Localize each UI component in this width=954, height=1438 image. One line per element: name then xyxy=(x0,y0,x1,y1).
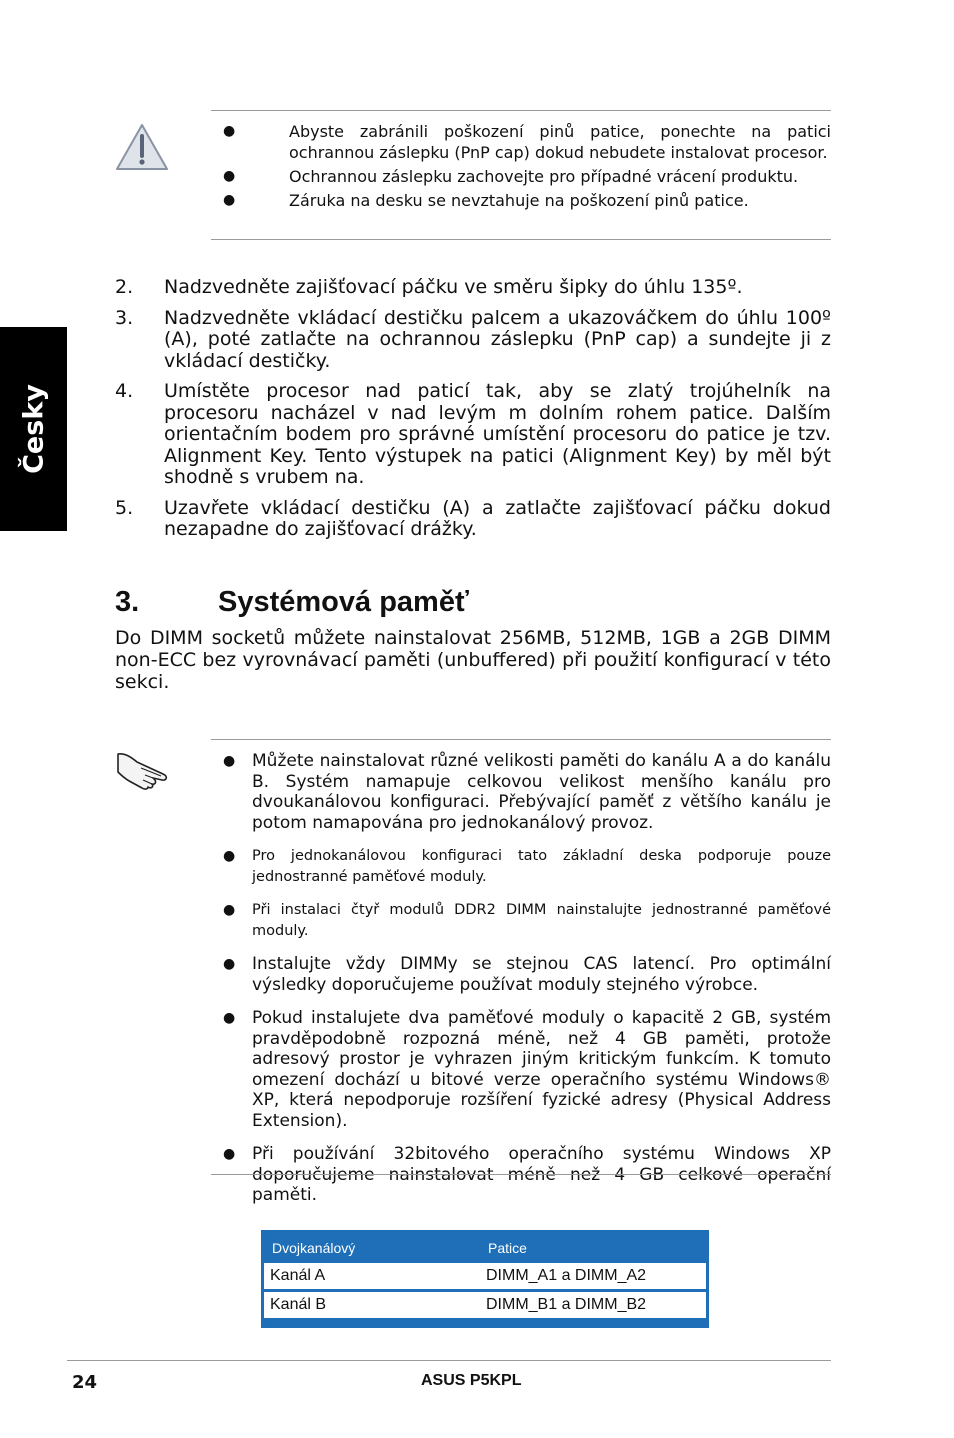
list-item: ● Ochrannou záslepku zachovejte pro případné vrácení produktu. xyxy=(223,167,799,186)
language-label: Česky xyxy=(18,384,49,474)
table-header-row xyxy=(264,1233,706,1263)
product-name: ASUS P5KPL xyxy=(421,1372,522,1389)
list-item: 3. Nadzvedněte vkládací destičku palcem a ukazováčkem do úhlu 100º (A), poté zatlačte na ochrannou záslepku (PnP cap) a sundejte ji z vkládací destičky. xyxy=(115,306,831,372)
list-item: ● Abyste zabránili poškození pinů patice, ponechte na patici ochrannou záslepku (PnP cap) dokud nebudete instalovat procesor. xyxy=(223,122,831,162)
dual-channel-table xyxy=(261,1230,709,1328)
list-item: ● Při instalaci čtyř modulů DDR2 DIMM nainstalujte jednostranné paměťové moduly. xyxy=(223,902,831,939)
warning-notes xyxy=(211,121,831,214)
language-tab xyxy=(0,327,67,531)
table-cell: Kanál B xyxy=(264,1292,480,1318)
table-cell: Kanál A xyxy=(264,1263,480,1292)
table-cell: DIMM_A1 a DIMM_A2 xyxy=(480,1263,706,1292)
installation-steps xyxy=(115,277,831,550)
table-row xyxy=(264,1263,706,1292)
list-item: ● Instalujte vždy DIMMy se stejnou CAS latencí. Pro optimální výsledky doporučujeme používat moduly stejného výrobce. xyxy=(223,954,831,995)
list-item: 4. Umístěte procesor nad paticí tak, aby se zlatý trojúhelník na procesoru nacházel v nad levým m dolním rohem patice. Dalším orientačním bodem pro správné umístění procesoru do patice je tzv. Alignment Key. Tento výstupek na patici (Alignment Key) by měl být shodně s vrubem na. xyxy=(115,380,831,488)
table-header: Dvojkanálový xyxy=(272,1240,356,1256)
note-hand-icon xyxy=(115,748,173,790)
section-intro: Do DIMM socketů můžete nainstalovat 256MB, 512MB, 1GB a 2GB DIMM non-ECC bez vyrovnávací paměti (unbuffered) při použití konfigurací v této sekci. xyxy=(115,627,831,693)
page-number: 24 xyxy=(72,1372,98,1393)
warning-icon xyxy=(115,122,169,172)
section-heading: 3. Systémová paměť xyxy=(115,586,469,618)
list-item: 2. Nadzvedněte zajišťovací páčku ve směru šipky do úhlu 135º. xyxy=(115,276,743,298)
divider xyxy=(211,1174,831,1175)
divider xyxy=(211,739,831,740)
table-row xyxy=(264,1292,706,1318)
footer-divider xyxy=(67,1360,831,1361)
list-item: ● Pokud instalujete dva paměťové moduly o kapacitě 2 GB, systém pravděpodobně rozpozná méně, než 4 GB paměti, protože adresový prostor je vyhrazen jiným kritickým funkcím. K tomuto omezení dochází u bitové verze operačního systému Windows® XP, která nepodporuje rozšíření fyzické adresy (Physical Address Extension). xyxy=(223,1008,831,1131)
table-cell: DIMM_B1 a DIMM_B2 xyxy=(480,1292,706,1318)
list-item: ● Pro jednokanálovou konfiguraci tato základní deska podporuje pouze jednostranné paměťové moduly. xyxy=(223,848,831,885)
memory-notes xyxy=(211,751,831,1219)
divider xyxy=(211,239,831,240)
list-item: ● Při používání 32bitového operačního systému Windows XP doporučujeme nainstalovat méně než 4 GB celkové operační paměti. xyxy=(223,1144,831,1205)
list-item: ● Záruka na desku se nevztahuje na poškození pinů patice. xyxy=(223,191,749,210)
divider xyxy=(211,110,831,111)
list-item: ● Můžete nainstalovat různé velikosti paměti do kanálu A a do kanálu B. Systém namapuje celkovou velikost menšího kanálu pro dvoukanálovou konfiguraci. Přebývající paměť z většího kanálu je potom namapována pro jednokanálový provoz. xyxy=(223,751,831,833)
list-item: 5. Uzavřete vkládací destičku (A) a zatlačte zajišťovací páčku dokud nezapadne do zajišťovací drážky. xyxy=(115,496,831,540)
table-header: Patice xyxy=(488,1240,527,1256)
